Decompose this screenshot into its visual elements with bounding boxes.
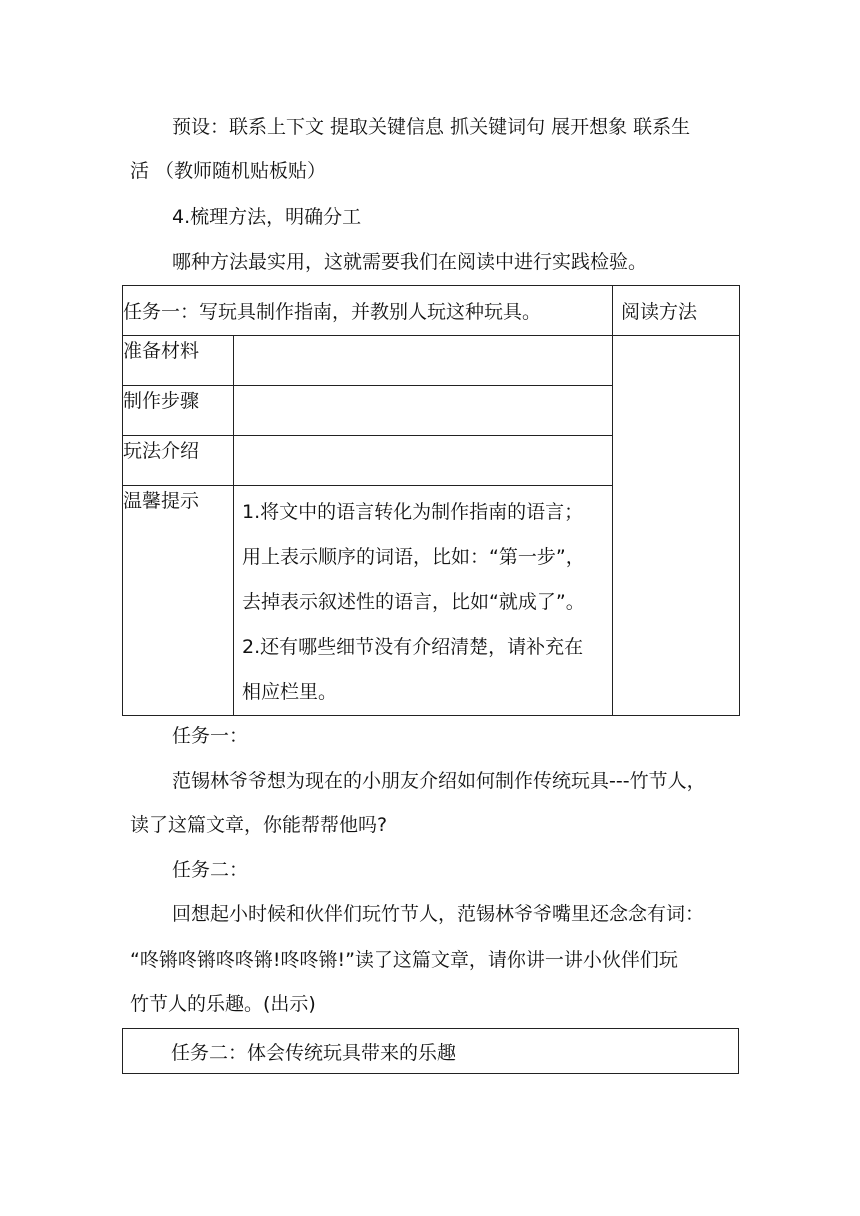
task-one-header-text: 任务一：写玩具制作指南，并教别人玩这种玩具。 xyxy=(123,301,542,323)
materials-input-cell[interactable] xyxy=(234,336,613,386)
task-two-line-2: “咚锵咚锵咚咚锵!咚咚锵!”读了这篇文章，请你讲一讲小伙伴们玩 xyxy=(130,949,678,971)
task-one-line-2: 读了这篇文章，你能帮帮他吗? xyxy=(130,814,388,836)
play-input-cell[interactable] xyxy=(234,436,613,486)
row-label-steps: 制作步骤 xyxy=(123,386,234,436)
tips-line: 1.将文中的语言转化为制作指南的语言； xyxy=(242,501,584,523)
task-two-line-3: 竹节人的乐趣。(出示) xyxy=(130,993,316,1015)
tips-line: 2.还有哪些细节没有介绍清楚，请补充在 xyxy=(242,636,584,658)
task-one-line-1: 范锡林爷爷想为现在的小朋友介绍如何制作传统玩具---竹节人， xyxy=(172,770,706,792)
row-label-tips: 温馨提示 xyxy=(123,486,234,716)
preset-line-2: 活 （教师随机贴板贴） xyxy=(130,160,327,182)
method-paragraph: 哪种方法最实用，这就需要我们在阅读中进行实践检验。 xyxy=(172,251,648,273)
reading-method-header-cell xyxy=(613,286,740,336)
task-one-header-cell xyxy=(123,286,613,336)
table-row xyxy=(123,336,740,386)
step-4-heading: 4.梳理方法，明确分工 xyxy=(172,206,362,228)
task-two-box-cell: 任务二：体会传统玩具带来的乐趣 xyxy=(123,1029,739,1074)
task-two-box-row xyxy=(123,1029,739,1074)
tips-line: 去掉表示叙述性的语言，比如“就成了”。 xyxy=(242,591,585,613)
task-one-title: 任务一： xyxy=(172,725,249,747)
reading-method-cell[interactable] xyxy=(613,336,740,716)
task-two-line-1: 回想起小时候和伙伴们玩竹节人，范锡林爷爷嘴里还念念有词： xyxy=(172,903,705,925)
task-two-box xyxy=(122,1028,739,1074)
row-label-materials: 准备材料 xyxy=(123,336,234,386)
steps-input-cell[interactable] xyxy=(234,386,613,436)
task-two-title: 任务二： xyxy=(172,859,249,881)
tips-content-cell xyxy=(234,486,613,716)
tips-line: 相应栏里。 xyxy=(242,681,338,703)
table-header-row xyxy=(123,286,740,336)
reading-method-header-text: 阅读方法 xyxy=(621,301,698,323)
row-label-play: 玩法介绍 xyxy=(123,436,234,486)
preset-line-1: 预设：联系上下文 提取关键信息 抓关键词句 展开想象 联系生 xyxy=(172,116,691,138)
tips-line: 用上表示顺序的词语，比如：“第一步”， xyxy=(242,546,585,568)
task-one-table xyxy=(122,285,740,716)
